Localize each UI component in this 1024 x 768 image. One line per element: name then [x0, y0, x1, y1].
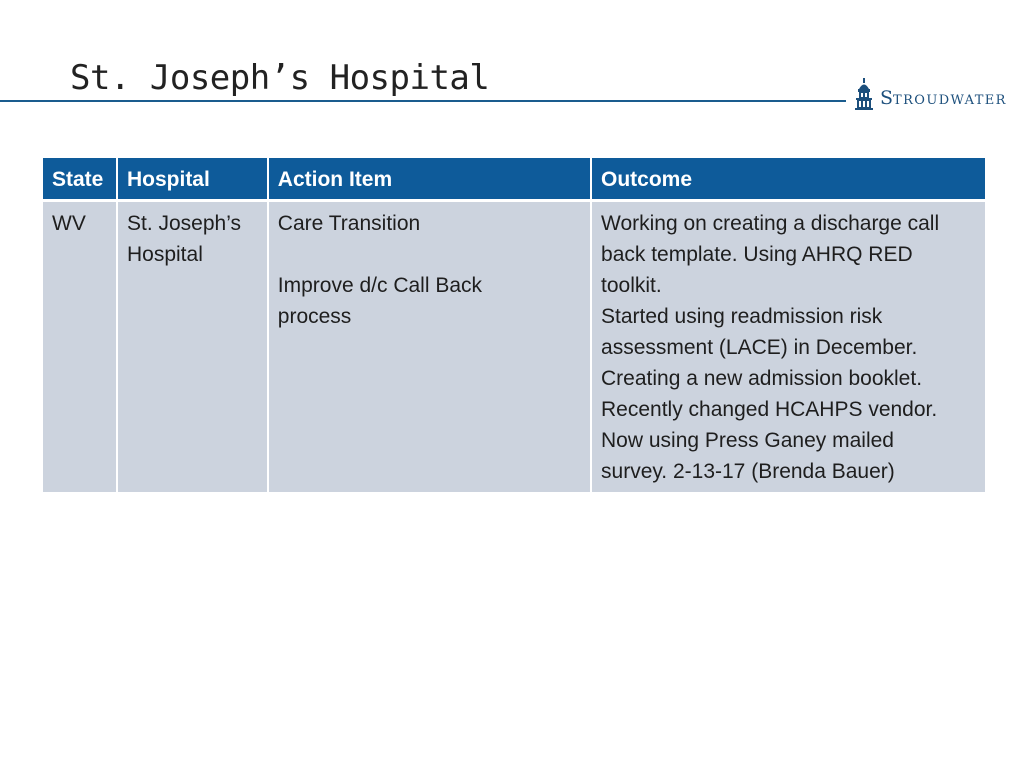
cell-hospital-line: St. Joseph’s [126, 212, 241, 235]
cell-outcome-line: assessment (LACE) in December. [601, 336, 918, 359]
table-header-row [43, 158, 985, 202]
cell-hospital [118, 202, 269, 492]
cell-outcome-line: Started using readmission risk [601, 305, 883, 328]
cell-hospital-line: Hospital [126, 243, 203, 266]
cell-action-item [269, 202, 592, 492]
header-hospital: Hospital [118, 158, 269, 202]
table-row [43, 202, 985, 492]
cell-action-line: Care Transition [277, 212, 421, 235]
building-dome-icon [854, 78, 874, 110]
cell-state: WV [43, 202, 118, 492]
cell-outcome-line: back template. Using AHRQ RED [601, 243, 913, 266]
cell-outcome-line: Creating a new admission booklet. [601, 367, 923, 390]
logo-wordmark: STROUDWATER [880, 87, 1007, 109]
cell-outcome-line: Working on creating a discharge call [601, 212, 940, 235]
cell-outcome-line: survey. 2-13-17 (Brenda Bauer) [601, 460, 895, 483]
action-items-table [43, 158, 985, 492]
header-outcome: Outcome [592, 158, 985, 202]
header-state: State [43, 158, 118, 202]
cell-outcome-line: Recently changed HCAHPS vendor. [601, 398, 938, 421]
cell-action-line: Improve d/c Call Back [277, 274, 483, 297]
header-action-item: Action Item [269, 158, 592, 202]
slide-title: St. Joseph’s Hospital [70, 58, 490, 98]
title-divider [0, 100, 846, 102]
cell-outcome [592, 202, 985, 492]
cell-action-line: process [277, 305, 352, 328]
cell-outcome-line: Now using Press Ganey mailed [601, 429, 894, 452]
stroudwater-logo [854, 78, 1019, 112]
cell-outcome-line: toolkit. [601, 274, 662, 297]
